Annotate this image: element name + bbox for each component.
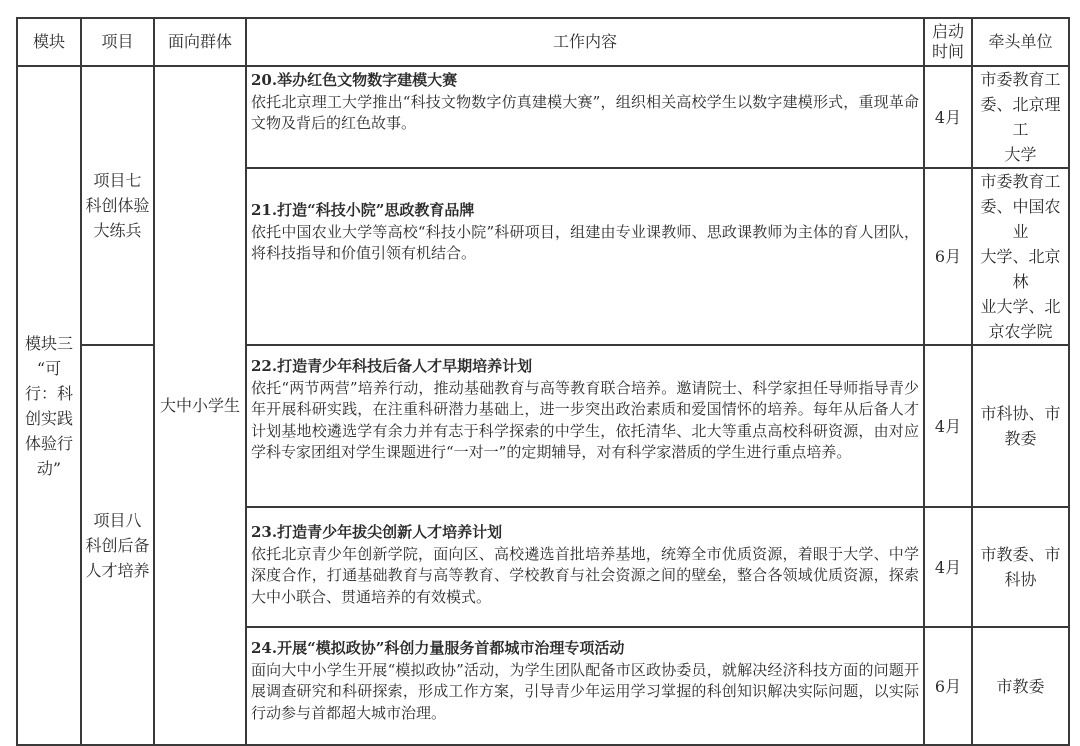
item-description: 面向大中小学生开展“模拟政协”活动，为学生团队配备市区政协委员，就解决经济科技方面的问题开展调查研究和科研探索，形成工作方案，引导青少年运用学习掌握的科创知识解决实际问题，以实际行动参与首都超大城市治理。 [251, 660, 919, 722]
work-plan-table [16, 17, 1070, 746]
content-cell [246, 627, 924, 745]
header-lead-unit: 牵头单位 [972, 18, 1069, 66]
header-start-time-line1: 启动 [931, 22, 964, 41]
audience-cell: 大中小学生 [154, 66, 246, 745]
header-content: 工作内容 [246, 18, 924, 66]
item-title: 21.打造“科技小院”思政教育品牌 [251, 201, 475, 219]
item-description: 依托北京青少年创新学院，面向区、高校遴选首批培养基地，统筹全市优质资源，着眼于大学、中学深度合作，打通基础教育与高等教育、学校教育与社会资源之间的壁垒，整合各领域优质资源，探索大中小联合、贯通培养的有效模式。 [251, 544, 919, 606]
module-label: 模块三 “可 行：科 创实践 体验行 动” [24, 333, 73, 478]
start-time-cell: 4月 [924, 345, 972, 507]
header-project: 项目 [81, 18, 154, 66]
item-title: 22.打造青少年科技后备人才早期培养计划 [251, 357, 533, 375]
lead-unit-cell: 市委教育工 委、中国农业 大学、北京林 业大学、北 京农学院 [972, 168, 1069, 345]
project-label: 项目八 科创后备 人才培养 [85, 510, 150, 580]
content-cell [246, 168, 924, 345]
item-title: 20.举办红色文物数字建模大赛 [251, 71, 458, 89]
lead-unit-cell: 市委教育工 委、北京理工 大学 [972, 66, 1069, 168]
module-cell [17, 66, 81, 745]
content-cell [246, 66, 924, 168]
project-cell-8 [81, 345, 154, 745]
start-time-cell: 4月 [924, 507, 972, 627]
item-title: 23.打造青少年拔尖创新人才培养计划 [251, 523, 503, 541]
item-description: 依托中国农业大学等高校“科技小院”科研项目，组建由专业课教师、思政课教师为主体的育人团队，将科技指导和价值引领有机结合。 [251, 222, 919, 262]
project-label: 项目七 科创体验 大练兵 [85, 171, 150, 240]
content-cell [246, 507, 924, 627]
content-cell [246, 345, 924, 507]
header-start-time-line2: 时间 [931, 42, 964, 61]
lead-unit-cell: 市教委、市 科协 [972, 507, 1069, 627]
table-row [17, 66, 1069, 168]
lead-unit-cell: 市教委 [972, 627, 1069, 745]
start-time-cell: 6月 [924, 168, 972, 345]
item-description: 依托“两节两营”培养行动，推动基础教育与高等教育联合培养。邀请院士、科学家担任导师指导青少年开展科研实践，在注重科研潜力基础上，进一步突出政治素质和爱国情怀的培养。每年从后备人才计划基地校遴选学有余力并有志于科学探索的中学生，依托清华、北大等重点高校科研资源，由对应学科专家团组对学生课题进行“一对一”的定期辅导，对有科学家潜质的学生进行重点培养。 [251, 378, 919, 461]
header-audience: 面向群体 [154, 18, 246, 66]
header-start-time [924, 18, 972, 66]
item-title: 24.开展“模拟政协”科创力量服务首都城市治理专项活动 [251, 639, 625, 657]
lead-unit-cell: 市科协、市 教委 [972, 345, 1069, 507]
start-time-cell: 6月 [924, 627, 972, 745]
project-cell-7 [81, 66, 154, 345]
start-time-cell: 4月 [924, 66, 972, 168]
item-description: 依托北京理工大学推出“科技文物数字仿真建模大赛”，组织相关高校学生以数字建模形式，重现革命文物及背后的红色故事。 [251, 92, 919, 132]
header-row [17, 18, 1069, 66]
header-module: 模块 [17, 18, 81, 66]
